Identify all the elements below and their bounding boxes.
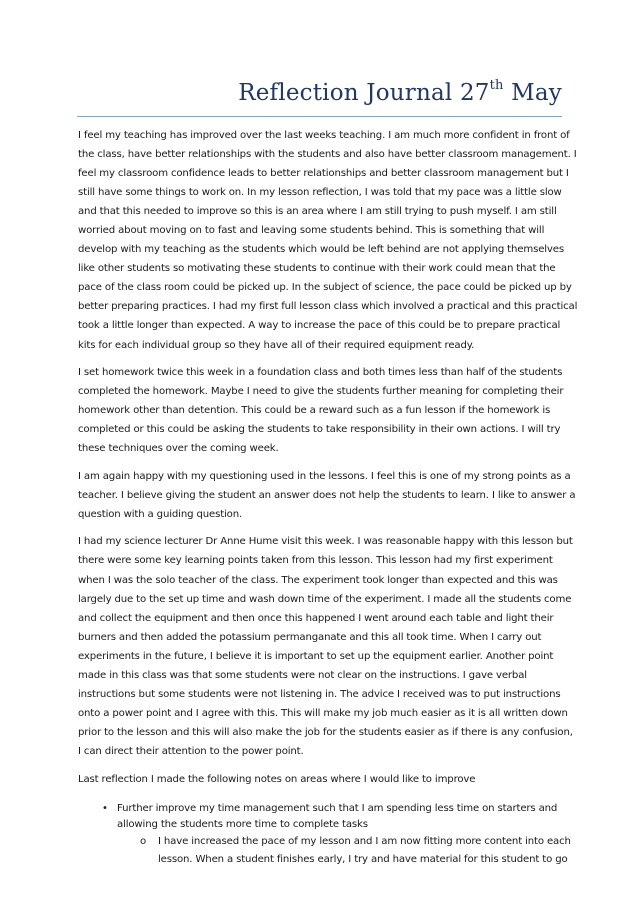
paragraph-line: feel my classroom confidence leads to better relationships and better classroom management but I: [78, 168, 569, 180]
sub-bullet-line: I have increased the pace of my lesson and I am now fitting more content into each: [158, 835, 571, 847]
paragraph-line: I set homework twice this week in a foundation class and both times less than half of the students: [78, 367, 563, 379]
paragraph-line: like other students so motivating these students to continue with their work could mean that the: [78, 263, 556, 275]
paragraph-line: pace of the class room could be picked up. In the subject of science, the pace could be picked up by: [78, 282, 572, 294]
paragraph-line: these techniques over the coming week.: [78, 443, 279, 455]
paragraph-line: the class, have better relationships with the students and also have better classroom management. I: [78, 149, 577, 161]
paragraph-line: burners and then added the potassium permanganate and this all took time. When I carry out: [78, 631, 542, 643]
body-paragraph: [78, 363, 564, 458]
paragraph-line: still have some things to work on. In my lesson reflection, I was told that my pace was a little slow: [78, 187, 562, 199]
paragraph-line: largely due to the set up time and wash down time of the experiment. I made all the students come: [78, 593, 572, 605]
bullet-line: allowing the students more time to complete tasks: [117, 818, 368, 830]
paragraph-line: better preparing practices. I had my first full lesson class which involved a practical and this practical: [78, 301, 578, 313]
sub-list-item: [78, 833, 571, 869]
paragraph-line: and collect the equipment and then once this happened I went around each table and light their: [78, 612, 554, 624]
body-paragraph: [78, 126, 578, 355]
paragraph-line: teacher. I believe giving the student an answer does not help the students to learn. I like to answer a: [78, 489, 576, 501]
paragraph-line: completed the homework. Maybe I need to give the students further meaning for completing their: [78, 386, 564, 398]
paragraph-line: when I was the solo teacher of the class. The experiment took longer than expected and this was: [78, 574, 558, 586]
page-title: [238, 80, 562, 106]
bullet-line: Further improve my time management such that I am spending less time on starters and: [117, 802, 558, 814]
sub-bullet-line: lesson. When a student finishes early, I try and have material for this student to go: [158, 853, 568, 865]
paragraph-line: made in this class was that some students were not clear on the instructions. I gave verbal: [78, 669, 527, 681]
paragraph-line: I can direct their attention to the power point.: [78, 745, 304, 757]
paragraph-line: onto a power point and I agree with this. This will make my job much easier as it is all written down: [78, 707, 568, 719]
list-intro: Last reflection I made the following notes on areas where I would like to improve: [78, 773, 476, 785]
paragraph-line: kits for each individual group so they have all of their required equipment ready.: [78, 339, 475, 351]
document-body: [78, 126, 578, 870]
title-superscript: th: [489, 78, 504, 93]
paragraph-line: experiments in the future, I believe it is important to set up the equipment earlier. Another point: [78, 650, 554, 662]
bullet-marker: •: [102, 802, 108, 814]
improvement-list: [78, 801, 571, 869]
paragraph-line: develop with my teaching as the students which would be left behind are not applying themselves: [78, 244, 564, 256]
paragraph-line: worried about moving on to fast and leaving some students behind. This is something that will: [78, 225, 545, 237]
paragraph-line: and that this needed to improve so this is an area where I am still trying to push myself. I am still: [78, 206, 557, 218]
list-item: [78, 801, 571, 869]
paragraph-line: instructions but some students were not listening in. The advice I received was to put instructions: [78, 688, 561, 700]
paragraph-line: there were some key learning points taken from this lesson. This lesson had my first experiment: [78, 555, 553, 567]
body-paragraph: [78, 532, 573, 761]
paragraph-line: prior to the lesson and this will also make the job for the students easier as if there is any confusion,: [78, 726, 573, 738]
paragraph-line: I feel my teaching has improved over the last weeks teaching. I am much more confident in front of: [78, 130, 570, 141]
paragraph-line: I am again happy with my questioning used in the lessons. I feel this is one of my strong points as a: [78, 470, 571, 482]
paragraphs: [78, 126, 578, 761]
paragraph-line: question with a guiding question.: [78, 508, 243, 520]
body-paragraph: [78, 467, 576, 524]
title-underline: [77, 116, 562, 117]
paragraph-line: homework other than detention. This could be a reward such as a fun lesson if the homework is: [78, 405, 551, 417]
title-month: May: [511, 80, 562, 106]
title-text: Reflection Journal 27: [238, 80, 490, 106]
paragraph-line: completed or this could be asking the students to take responsibility in their own actions. I will try: [78, 424, 561, 436]
paragraph-line: I had my science lecturer Dr Anne Hume visit this week. I was reasonable happy with this lesson but: [78, 536, 573, 548]
paragraph-line: took a little longer than expected. A way to increase the pace of this could be to prepare practical: [78, 320, 561, 332]
sub-bullet-marker: o: [140, 835, 147, 847]
